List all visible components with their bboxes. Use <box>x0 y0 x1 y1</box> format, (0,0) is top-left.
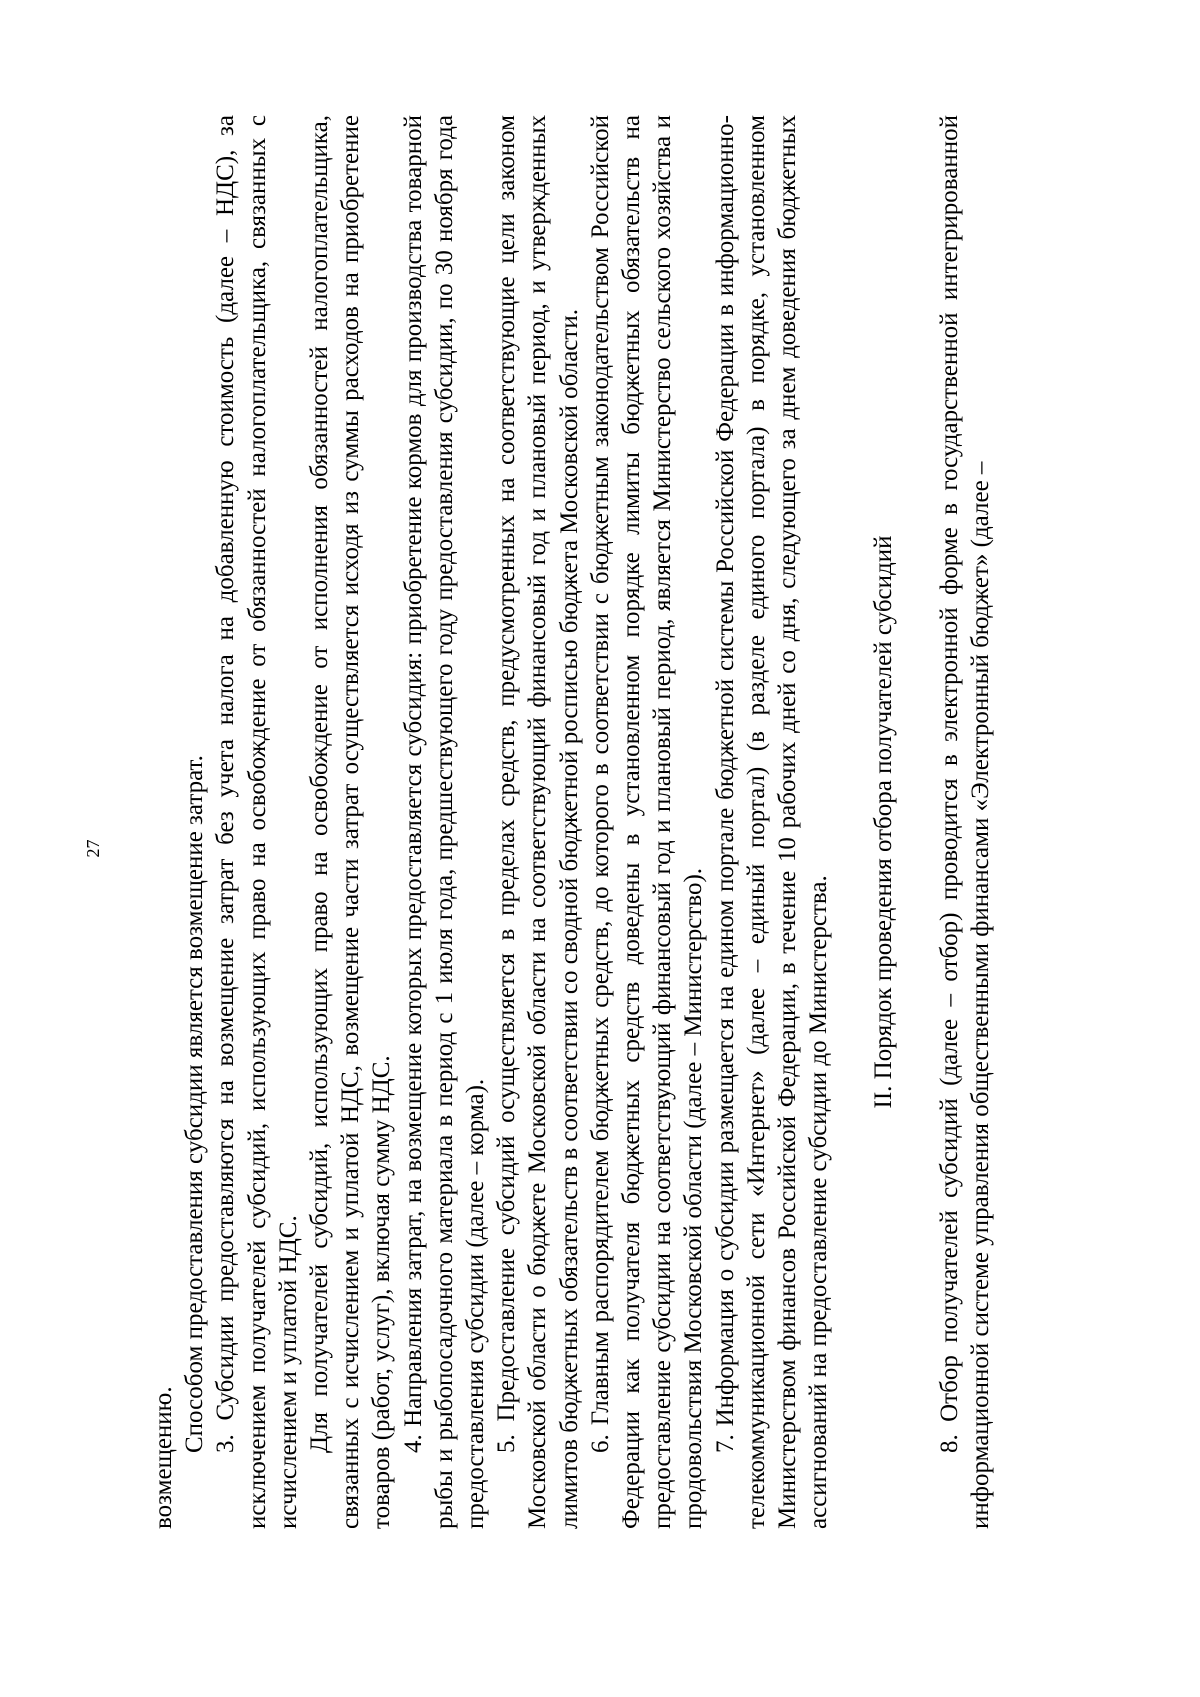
document-body <box>148 115 996 1529</box>
paragraph-7: 7. Информация о субсидии размещается на едином портале бюджетной системы Российской Федерации в информационно-телекоммуникационной сети «Интернет» (далее – единый портал) (в разделе единого портала) в порядке, установленном Министерством финансов Российской Федерации, в течение 10 рабочих дней со дня, следующего за днем доведения бюджетных ассигнований на предоставление субсидии до Министерства. <box>711 115 833 1529</box>
paragraph-continuation: возмещению. <box>150 1386 177 1529</box>
paragraph-4: 4. Направления затрат, на возмещение которых предоставляется субсидия: приобретение кормов для производства товарной рыбы и рыбопосадочного материала в период с 1 июля года, предшествующего году предоставления субсидии, по 30 ноября года предоставления субсидии (далее – корма). <box>399 115 490 1529</box>
paragraph-vat-exempt: Для получателей субсидий, использующих право на освобождение от исполнения обязанностей налогоплательщика, связанных с исчислением и уплатой НДС, возмещение части затрат осуществляется исходя из суммы расходов на приобретение товаров (работ, услуг), включая сумму НДС. <box>306 115 396 1529</box>
paragraph-subsidy-method: Способом предоставления субсидии является возмещение затрат. <box>181 755 209 1453</box>
page-number: 27 <box>83 839 103 858</box>
paragraph-6: 6. Главным распорядителем бюджетных средств, до которого в соответствии с бюджетным законодательством Российской Федерации как получателя бюджетных средств доведены в установленном порядке лимиты бюджетных обязательств на предоставление субсидии на соответствующий финансовый год и плановый период, является Министерство сельского хозяйства и продовольствия Московской области (далее – Министерство). <box>586 115 708 1529</box>
paragraph-3: 3. Субсидии предоставляются на возмещение затрат без учета налога на добавленную стоимость (далее – НДС), за исключением получателей субсидий, использующих право на освобождение от обязанностей налогоплательщика, связанных с исчислением и уплатой НДС. <box>212 115 302 1529</box>
section-heading: II. Порядок проведения отбора получателей субсидий <box>870 535 898 1109</box>
paragraph-8: 8. Отбор получателей субсидий (далее – отбор) проводится в электронной форме в государственной интегрированной информационной системе управления общественными финансами «Электронный бюджет» (далее – <box>935 115 994 1529</box>
paragraph-5: 5. Предоставление субсидий осуществляется в пределах средств, предусмотренных на соответствующие цели законом Московской области о бюджете Московской области на соответствующий финансовый год и плановый период, и утвержденных лимитов бюджетных обязательств в соответствии со сводной бюджетной росписью бюджета Московской области. <box>493 115 583 1529</box>
